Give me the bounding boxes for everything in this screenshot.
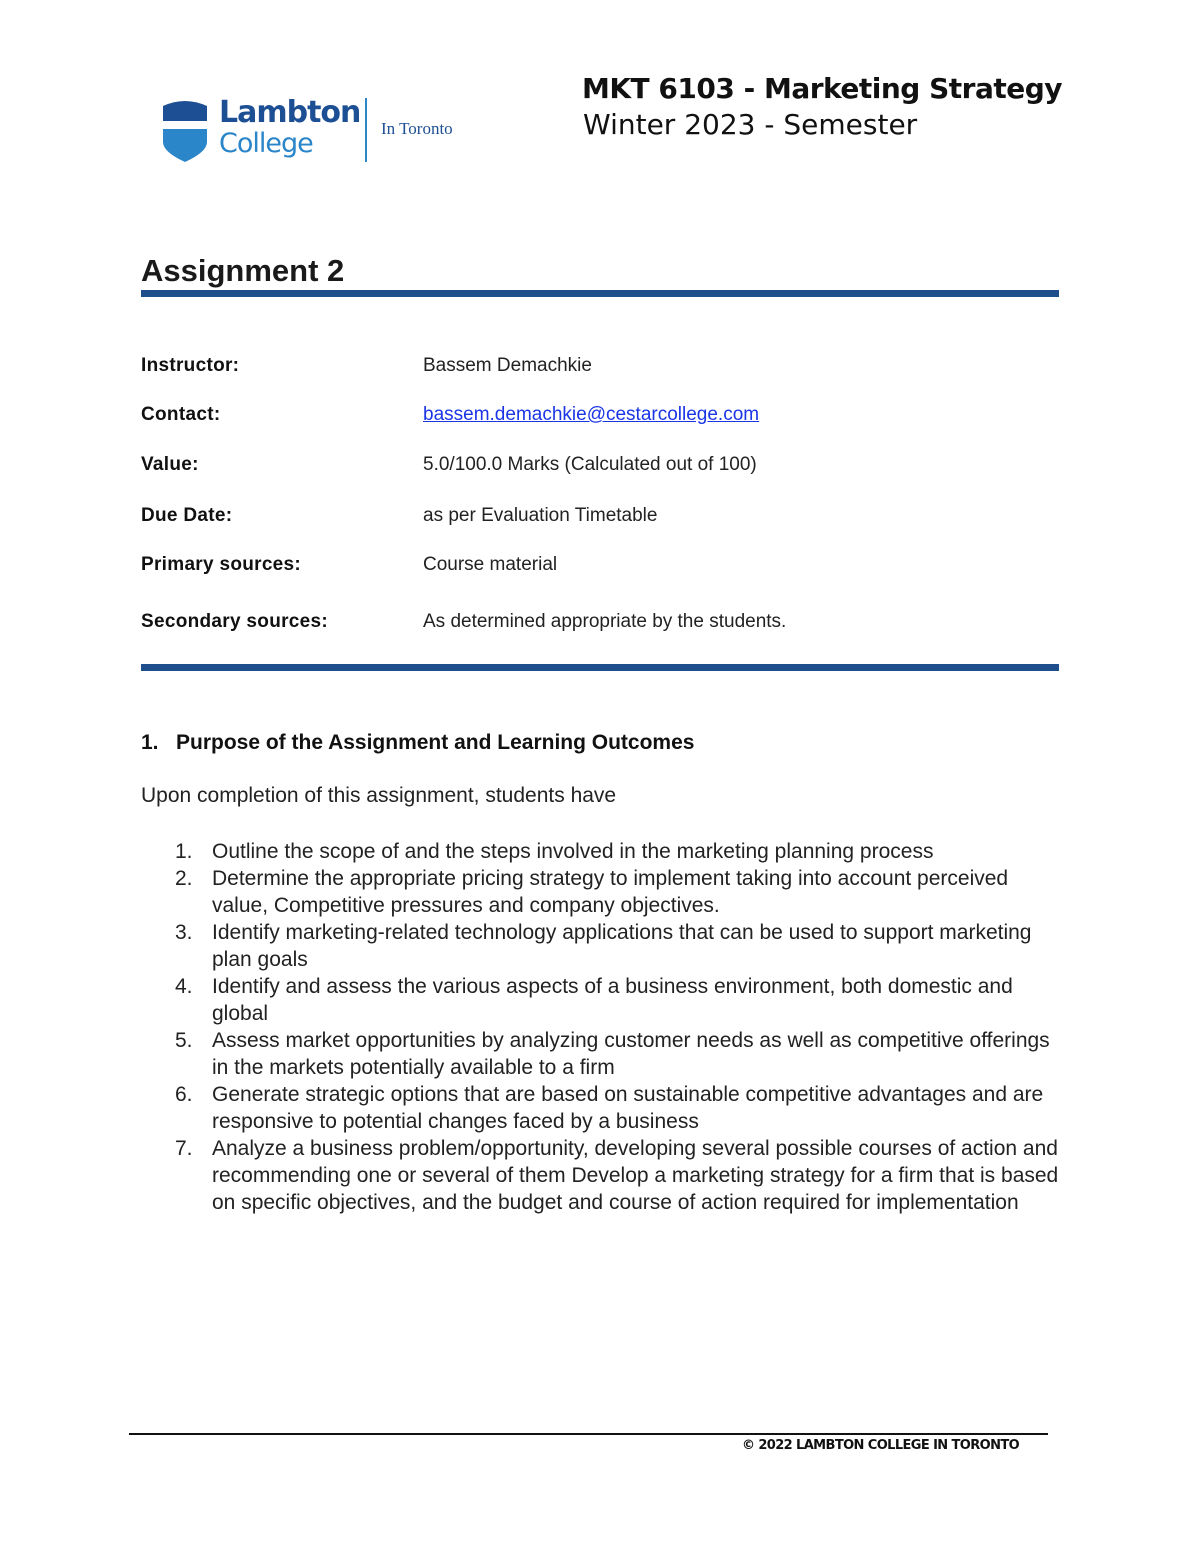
secondary-sources-value: As determined appropriate by the students. <box>423 611 787 632</box>
due-date-value: as per Evaluation Timetable <box>423 505 658 526</box>
contact-value-wrapper <box>423 404 759 426</box>
logo-divider <box>365 98 367 162</box>
list-item-text: Identify and assess the various aspects of a business environment, both domestic and global <box>212 975 1013 1025</box>
assignment-title: Assignment 2 <box>141 253 345 288</box>
section-heading <box>141 731 694 755</box>
learning-outcomes-list <box>141 838 1066 1216</box>
list-item-number: 7. <box>175 1137 193 1160</box>
list-item-text: Determine the appropriate pricing strategy to implement taking into account perceived value, Competitive pressures and company objectives. <box>212 867 1009 917</box>
value-value: 5.0/100.0 Marks (Calculated out of 100) <box>423 454 757 475</box>
list-item-number: 3. <box>175 921 193 944</box>
list-item-text: Analyze a business problem/opportunity, developing several possible courses of action and recommending one or several of them Develop a marketing strategy for a firm that is based on specific objectives, and the budget and course of action required for implementation <box>212 1137 1059 1214</box>
list-item-number: 5. <box>175 1029 193 1052</box>
bottom-divider <box>141 664 1059 671</box>
list-item-number: 4. <box>175 975 193 998</box>
top-divider <box>141 290 1059 297</box>
list-item-number: 6. <box>175 1083 193 1106</box>
list-item <box>141 1081 1066 1135</box>
list-item <box>141 973 1066 1027</box>
primary-sources-value: Course material <box>423 554 558 575</box>
value-label: Value: <box>141 454 199 475</box>
primary-sources-label: Primary sources: <box>141 554 302 575</box>
college-logo <box>163 96 463 166</box>
list-item-text: Identify marketing-related technology applications that can be used to support marketing plan goals <box>212 921 1032 971</box>
course-title: MKT 6103 - Marketing Strategy <box>582 72 1063 105</box>
shield-logo-icon <box>163 96 207 162</box>
footer-divider <box>129 1433 1048 1435</box>
logo-name-line2: College <box>219 128 313 159</box>
list-item <box>141 838 1066 865</box>
list-item-text: Generate strategic options that are based on sustainable competitive advantages and are responsive to potential changes faced by a business <box>212 1083 1044 1133</box>
list-item-number: 2. <box>175 867 193 890</box>
list-item <box>141 919 1066 973</box>
instructor-label: Instructor: <box>141 355 240 376</box>
section-intro: Upon completion of this assignment, students have <box>141 784 617 807</box>
contact-label: Contact: <box>141 404 221 425</box>
list-item-text: Assess market opportunities by analyzing customer needs as well as competitive offerings in the markets potentially available to a firm <box>212 1029 1050 1079</box>
secondary-sources-label: Secondary sources: <box>141 611 329 632</box>
due-date-label: Due Date: <box>141 505 233 526</box>
section-title: Purpose of the Assignment and Learning Outcomes <box>176 731 695 754</box>
list-item <box>141 865 1066 919</box>
list-item <box>141 1027 1066 1081</box>
list-item <box>141 1135 1066 1216</box>
contact-email-link[interactable]: bassem.demachkie@cestarcollege.com <box>423 404 760 425</box>
logo-name-line1: Lambton <box>219 95 361 130</box>
footer-copyright: © 2022 LAMBTON COLLEGE IN TORONTO <box>742 1438 1020 1453</box>
list-item-text: Outline the scope of and the steps involved in the marketing planning process <box>212 840 934 863</box>
semester-label: Winter 2023 - Semester <box>583 108 918 141</box>
list-item-number: 1. <box>175 840 193 863</box>
section-number: 1. <box>141 731 159 754</box>
logo-location: In Toronto <box>381 119 453 138</box>
instructor-value: Bassem Demachkie <box>423 355 592 376</box>
